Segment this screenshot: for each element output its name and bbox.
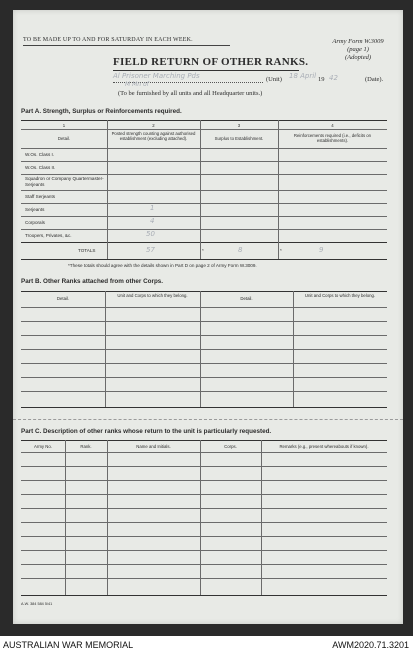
part-c-col-rule <box>261 440 262 595</box>
col-header-reinforcements: Reinforcements required (i.e., deficits on establishments). <box>293 133 372 143</box>
totals-top-rule <box>21 242 387 243</box>
part-b-row-rule <box>21 363 387 364</box>
total-mark-surplus: * <box>202 248 204 253</box>
year-prefix: 19 <box>318 76 325 83</box>
furnished-note: (To be furnished by all units and all Headquarter units.) <box>118 90 263 97</box>
col-number-1: 1 <box>62 123 66 128</box>
part-c-bottom-rule <box>21 595 387 596</box>
col-number-2: 2 <box>152 123 155 128</box>
handwritten-unit-sub: M Mn of <box>125 81 149 88</box>
credit-accession: AWM2020.71.3201 <box>332 640 409 650</box>
part-b-row-rule <box>21 349 387 350</box>
part-c-row-rule <box>21 578 387 579</box>
part-b-unit-2: Unit and Corps to which they belong. <box>304 293 376 298</box>
army-form-ref: Army Form W.3009 (page 1) (Adopted) <box>332 38 384 61</box>
row-rule <box>21 203 387 204</box>
part-b-detail-1: Detail. <box>56 296 70 301</box>
part-b-row-rule <box>21 391 387 392</box>
part-a-col-rule <box>278 120 279 259</box>
part-a-col-rule <box>200 120 201 259</box>
row-corporals: Corporals <box>25 220 45 225</box>
part-c-row-rule <box>21 480 387 481</box>
col-header-detail: Detail. <box>57 136 71 141</box>
part-c-col-rule <box>65 440 66 595</box>
part-c-heading: Part C. Description of other ranks whose return to the unit is particularly requested. <box>21 428 272 435</box>
part-c-row-rule <box>21 522 387 523</box>
hand-total-surplus: 8 <box>238 246 243 254</box>
form-sheet <box>13 10 403 624</box>
form-title: FIELD RETURN OF OTHER RANKS. <box>113 56 309 68</box>
part-c-row-rule <box>21 494 387 495</box>
row-staff-serjeants: Staff Serjeants <box>25 194 56 199</box>
part-b-row-rule <box>21 335 387 336</box>
part-b-top-rule <box>21 291 387 292</box>
part-c-army-no: Army No. <box>34 444 52 449</box>
part-b-bottom-rule <box>21 407 387 408</box>
fold-crease <box>13 419 403 420</box>
part-a-col-rule <box>107 120 108 259</box>
hand-total-posted: 57 <box>146 246 155 254</box>
row-rule <box>21 190 387 191</box>
part-c-col-rule <box>107 440 108 595</box>
unit-label: (Unit) <box>266 76 282 83</box>
row-cqms: Squadron or Company Quartermaster-Serjeants <box>25 176 104 187</box>
hand-troopers: 50 <box>146 230 155 238</box>
part-c-row-rule <box>21 466 387 467</box>
total-mark-reinf: * <box>280 248 282 253</box>
weekly-instruction: TO BE MADE UP TO AND FOR SATURDAY IN EACH WEEK. <box>23 37 193 43</box>
part-b-detail-2: Detail. <box>240 296 253 301</box>
part-b-col-rule <box>105 291 106 407</box>
title-underline <box>113 70 299 71</box>
col-number-3: 3 <box>237 123 241 128</box>
hand-corporals: 4 <box>150 217 155 225</box>
print-reference: A.W. 384 584 5/41 <box>21 602 53 606</box>
row-rule <box>21 216 387 217</box>
row-wo-class-2: W.Os. Class II. <box>25 165 56 170</box>
part-c-header-rule <box>21 452 387 453</box>
row-wo-class-1: W.Os. Class I. <box>25 152 55 157</box>
part-b-header-rule <box>21 307 387 308</box>
handwritten-date: 18 April <box>289 72 317 80</box>
part-c-row-rule <box>21 536 387 537</box>
part-c-remarks: Remarks (e.g., present whereabouts if known). <box>279 444 369 449</box>
totals-footnote: *These totals should agree with the details shown in Part D on page 2 of Army Form W.3009. <box>68 263 257 268</box>
part-b-heading: Part B. Other Ranks attached from other Corps. <box>21 278 164 285</box>
part-c-name: Name and Initials. <box>136 444 171 449</box>
hand-total-reinf: 9 <box>319 246 324 254</box>
totals-label: TOTALS <box>78 248 96 253</box>
handwritten-year: 42 <box>329 74 338 82</box>
col-header-posted: Posted strength counting against authorised establishment (excluding attached). <box>111 131 196 141</box>
row-rule <box>21 174 387 175</box>
part-a-bottom-rule <box>21 259 387 260</box>
part-c-corps: Corps. <box>224 444 237 449</box>
date-label: (Date). <box>365 76 384 83</box>
part-c-rank: Rank. <box>80 444 92 449</box>
part-a-num-rule <box>21 129 387 130</box>
part-a-top-rule <box>21 120 387 121</box>
part-b-unit-1: Unit and Corps to which they belong. <box>117 293 188 298</box>
row-serjeants: Serjeants <box>25 207 45 212</box>
instruction-underline <box>23 45 230 46</box>
part-b-row-rule <box>21 321 387 322</box>
part-c-top-rule <box>21 440 387 441</box>
col-number-4: 4 <box>331 123 334 128</box>
part-c-row-rule <box>21 508 387 509</box>
col-header-surplus: Surplus to Establishment. <box>214 136 264 141</box>
row-rule <box>21 161 387 162</box>
part-c-row-rule <box>21 550 387 551</box>
part-b-col-rule <box>293 291 294 407</box>
row-rule <box>21 229 387 230</box>
part-a-header-rule <box>21 148 387 149</box>
handwritten-unit: Al Prisoner Marching Pds <box>113 72 200 80</box>
part-c-col-rule <box>200 440 201 595</box>
hand-serjeants: 1 <box>150 204 155 212</box>
part-b-row-rule <box>21 377 387 378</box>
part-c-row-rule <box>21 564 387 565</box>
credit-institution: AUSTRALIAN WAR MEMORIAL <box>3 640 134 650</box>
part-a-heading: Part A. Strength, Surplus or Reinforcements required. <box>21 108 182 115</box>
row-troopers: Troopers, Privates, &c. <box>25 233 72 238</box>
part-b-col-rule <box>200 291 201 407</box>
